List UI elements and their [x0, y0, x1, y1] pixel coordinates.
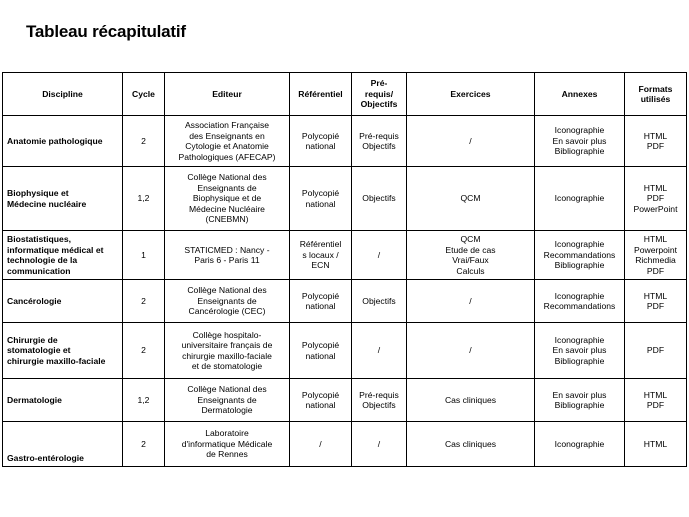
table-row [3, 231, 687, 280]
cell-annexes: Iconographie En savoir plus Bibliographie [535, 323, 625, 379]
cell-annexes: Iconographie Recommandations [535, 280, 625, 323]
cell-annexes: Iconographie Recommandations Bibliographie [535, 231, 625, 280]
cell-prerequis: Objectifs [352, 280, 407, 323]
header-discipline: Discipline [3, 73, 123, 116]
cell-discipline: Biostatistiques, informatique médical et technologie de la communication [3, 231, 123, 280]
cell-formats: PDF [625, 323, 687, 379]
cell-prerequis: / [352, 231, 407, 280]
header-referentiel: Référentiel [290, 73, 352, 116]
cell-prerequis: Pré-requis Objectifs [352, 379, 407, 422]
cell-editeur: Collège hospitalo- universitaire français de chirurgie maxillo-faciale et de stomatologie [165, 323, 290, 379]
cell-exercices: / [407, 116, 535, 167]
cell-exercices: QCM [407, 167, 535, 231]
cell-prerequis: Pré-requis Objectifs [352, 116, 407, 167]
cell-editeur: Collège National des Enseignants de Cancérologie (CEC) [165, 280, 290, 323]
cell-cycle: 2 [123, 323, 165, 379]
table-row [3, 323, 687, 379]
cell-prerequis: / [352, 422, 407, 467]
cell-referentiel: Polycopié national [290, 323, 352, 379]
cell-referentiel: Polycopié national [290, 379, 352, 422]
cell-formats: HTML PDF PowerPoint [625, 167, 687, 231]
cell-annexes: En savoir plus Bibliographie [535, 379, 625, 422]
cell-formats: HTML [625, 422, 687, 467]
cell-referentiel: Polycopié national [290, 116, 352, 167]
cell-exercices: QCM Etude de cas Vrai/Faux Calculs [407, 231, 535, 280]
page-title: Tableau récapitulatif [26, 22, 186, 41]
header-row [3, 73, 687, 116]
cell-formats: HTML Powerpoint Richmedia PDF [625, 231, 687, 280]
cell-discipline: Cancérologie [3, 280, 123, 323]
header-annexes: Annexes [535, 73, 625, 116]
cell-discipline: Biophysique et Médecine nucléaire [3, 167, 123, 231]
cell-editeur: Collège National des Enseignants de Dermatologie [165, 379, 290, 422]
table-row [3, 379, 687, 422]
cell-formats: HTML PDF [625, 379, 687, 422]
cell-discipline: Chirurgie de stomatologie et chirurgie maxillo-faciale [3, 323, 123, 379]
cell-cycle: 2 [123, 116, 165, 167]
cell-referentiel: Polycopié national [290, 167, 352, 231]
table-row [3, 116, 687, 167]
cell-exercices: / [407, 280, 535, 323]
header-cycle: Cycle [123, 73, 165, 116]
cell-cycle: 1 [123, 231, 165, 280]
cell-editeur: Association Française des Enseignants en Cytologie et Anatomie Pathologiques (AFECAP) [165, 116, 290, 167]
cell-prerequis: Objectifs [352, 167, 407, 231]
cell-exercices: Cas cliniques [407, 379, 535, 422]
cell-referentiel: / [290, 422, 352, 467]
table-row [3, 422, 687, 467]
cell-discipline: Gastro-entérologie [3, 422, 123, 467]
header-exercices: Exercices [407, 73, 535, 116]
table-row [3, 167, 687, 231]
cell-editeur: STATICMED : Nancy - Paris 6 - Paris 11 [165, 231, 290, 280]
cell-discipline: Dermatologie [3, 379, 123, 422]
cell-exercices: Cas cliniques [407, 422, 535, 467]
cell-referentiel: Référentiel s locaux / ECN [290, 231, 352, 280]
cell-formats: HTML PDF [625, 280, 687, 323]
cell-cycle: 1,2 [123, 167, 165, 231]
cell-cycle: 2 [123, 280, 165, 323]
cell-cycle: 2 [123, 422, 165, 467]
cell-discipline: Anatomie pathologique [3, 116, 123, 167]
cell-referentiel: Polycopié national [290, 280, 352, 323]
cell-annexes: Iconographie [535, 422, 625, 467]
cell-cycle: 1,2 [123, 379, 165, 422]
cell-editeur: Laboratoire d'informatique Médicale de Rennes [165, 422, 290, 467]
header-formats: Formats utilisés [625, 73, 687, 116]
cell-formats: HTML PDF [625, 116, 687, 167]
header-prerequis: Pré- requis/ Objectifs [352, 73, 407, 116]
cell-annexes: Iconographie En savoir plus Bibliographie [535, 116, 625, 167]
cell-prerequis: / [352, 323, 407, 379]
cell-editeur: Collège National des Enseignants de Biophysique et de Médecine Nucléaire (CNEBMN) [165, 167, 290, 231]
summary-table [2, 72, 687, 467]
cell-annexes: Iconographie [535, 167, 625, 231]
cell-exercices: / [407, 323, 535, 379]
table-row [3, 280, 687, 323]
header-editeur: Editeur [165, 73, 290, 116]
